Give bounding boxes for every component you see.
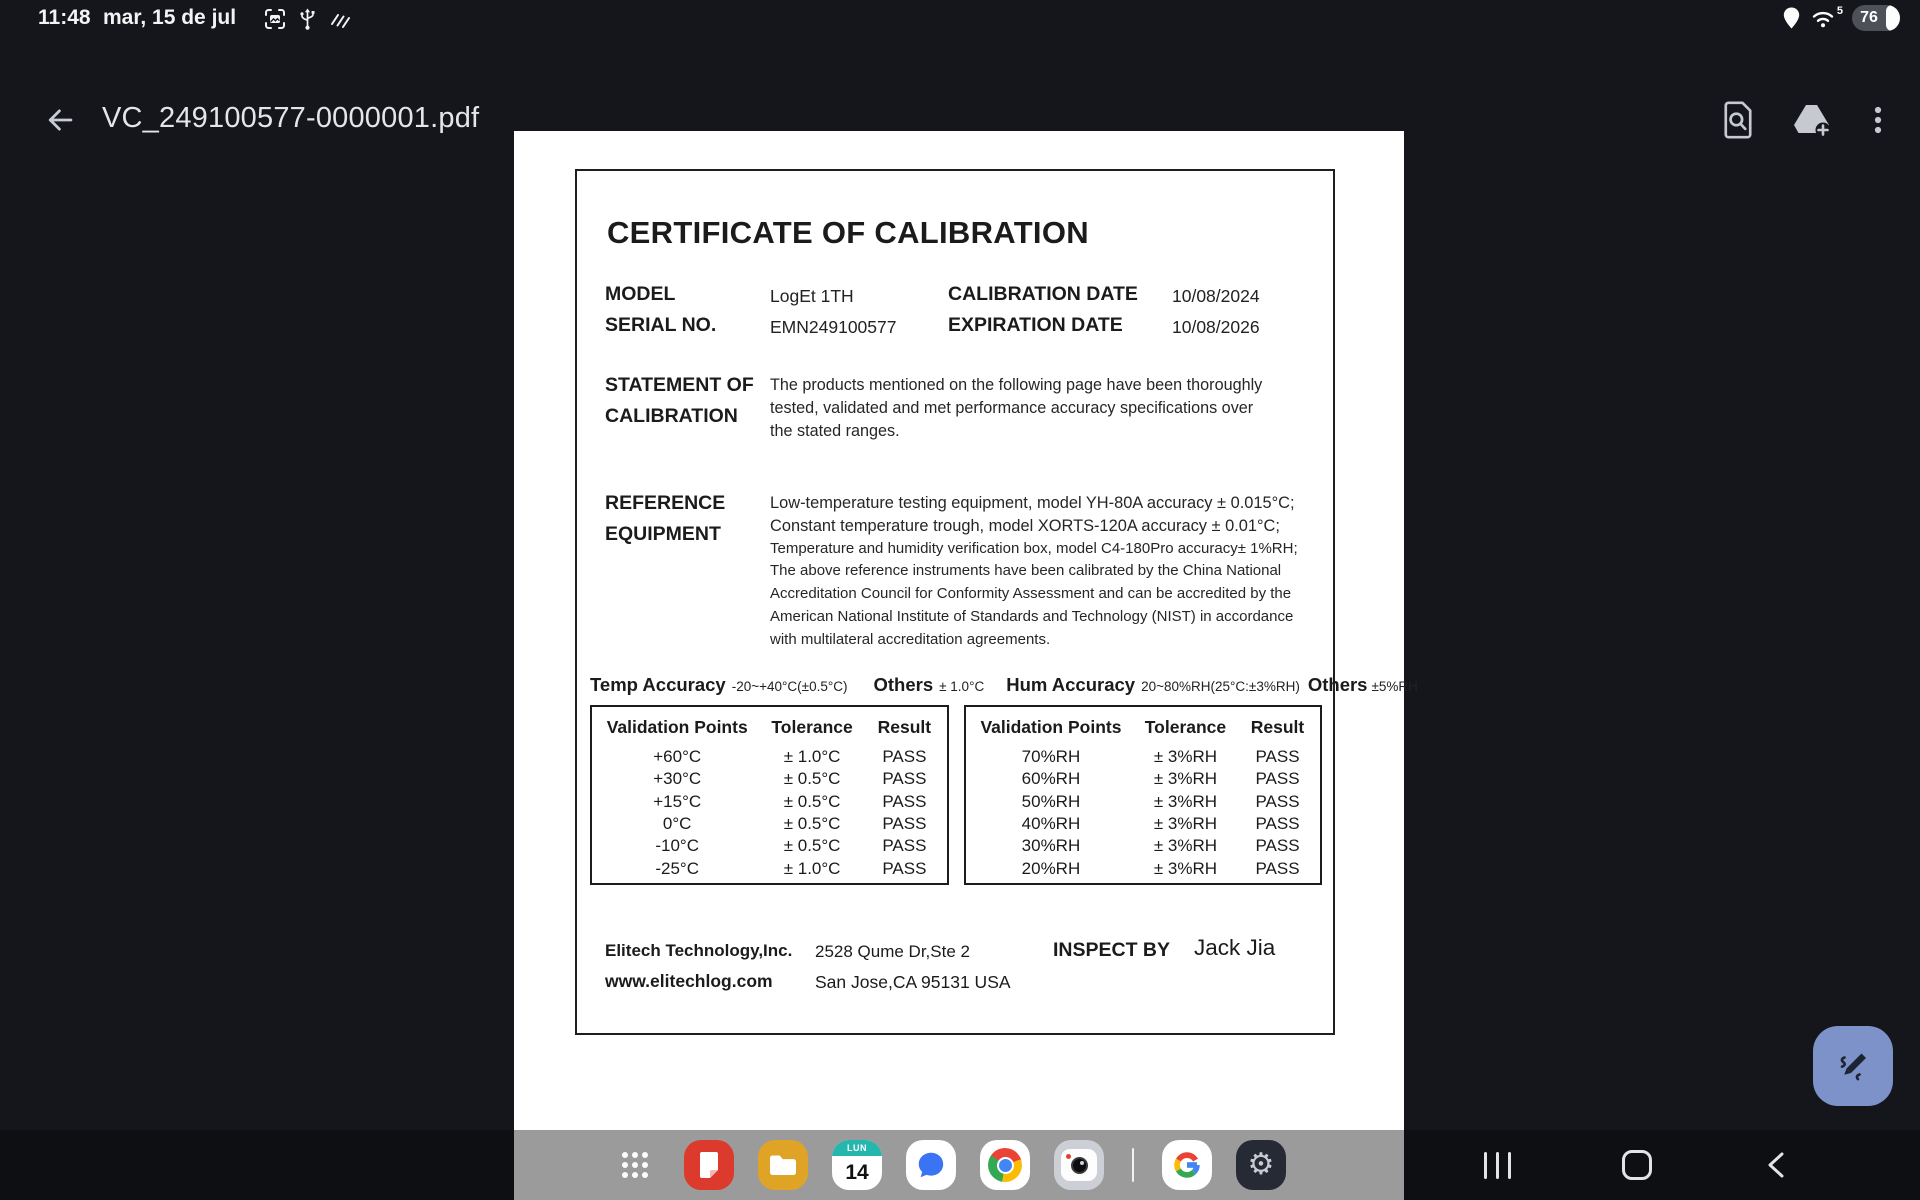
- table-cell: PASS: [1255, 791, 1300, 811]
- table-cell: 20%RH: [1021, 858, 1081, 878]
- table-cell: ± 3%RH: [1153, 814, 1218, 834]
- table-cell: ± 1.0°C: [783, 747, 841, 767]
- calibration-date-value: 10/08/2024: [1172, 286, 1260, 306]
- serial-label: SERIAL NO.: [605, 314, 717, 336]
- reference-text: [770, 492, 1298, 652]
- address-line1: 2528 Qume Dr,Ste 2: [815, 942, 970, 961]
- accuracy-summary-row: [590, 674, 1418, 696]
- statement-text: [770, 374, 1262, 443]
- google-app-icon[interactable]: [1162, 1140, 1212, 1190]
- table-cell: 30%RH: [1021, 836, 1081, 856]
- table-cell: PASS: [1255, 836, 1300, 856]
- table-cell: ± 3%RH: [1153, 791, 1218, 811]
- table-cell: +30°C: [653, 769, 702, 789]
- apps-grid-button[interactable]: [610, 1140, 660, 1190]
- table-cell: ± 3%RH: [1153, 769, 1218, 789]
- table-row: [592, 791, 947, 813]
- temp-accuracy-label: Temp Accuracy: [590, 674, 726, 695]
- location-icon: [1782, 6, 1801, 30]
- save-to-drive-button[interactable]: [1790, 98, 1834, 142]
- table-header-row: [966, 717, 1320, 738]
- table-cell: ± 0.5°C: [783, 836, 841, 856]
- clock: 11:48: [38, 6, 91, 29]
- calendar-day: 14: [845, 1161, 869, 1184]
- paragraph-line: American National Institute of Standards and Technology (NIST) in accordance: [770, 607, 1294, 625]
- notes-app-icon[interactable]: [684, 1140, 734, 1190]
- table-cell: PASS: [1255, 814, 1300, 834]
- table-row: [966, 857, 1320, 879]
- wifi-icon: [1810, 7, 1843, 29]
- statement-label-line2: CALIBRATION: [605, 405, 738, 427]
- dock: [610, 1130, 1286, 1200]
- paragraph-line: The products mentioned on the following page have been thoroughly: [770, 376, 1263, 394]
- paragraph-line: tested, validated and met performance accuracy specifications over: [770, 399, 1254, 417]
- home-icon: [1622, 1150, 1652, 1180]
- table-header-row: [592, 717, 947, 738]
- table-header-cell: Validation Points: [980, 717, 1122, 737]
- reference-label-line2: EQUIPMENT: [605, 523, 721, 545]
- temp-others-label: Others: [873, 674, 934, 695]
- recents-icon: [1484, 1152, 1511, 1179]
- calendar-app-icon[interactable]: [832, 1140, 882, 1190]
- table-cell: PASS: [882, 791, 927, 811]
- model-value: LogEt 1TH: [770, 286, 854, 306]
- table-cell: 0°C: [662, 814, 692, 834]
- google-g-logo: [1170, 1148, 1204, 1182]
- inspect-by-label: INSPECT BY: [1053, 939, 1171, 961]
- status-left-icons: [264, 7, 351, 31]
- table-header-cell: Validation Points: [606, 717, 748, 737]
- table-cell: PASS: [1255, 747, 1300, 767]
- app-bar: [0, 36, 1920, 134]
- hum-others-spec: ±5%RH: [1371, 679, 1418, 694]
- table-cell: PASS: [882, 858, 927, 878]
- inspector-name: Jack Jia: [1194, 935, 1276, 960]
- find-in-document-icon: [1719, 100, 1757, 140]
- chrome-app-icon[interactable]: [980, 1140, 1030, 1190]
- overflow-menu-button[interactable]: [1856, 98, 1900, 142]
- back-chevron-icon: [1763, 1149, 1789, 1181]
- camera-flash-dot: [1066, 1154, 1071, 1159]
- more-vertical-icon: [1860, 102, 1896, 138]
- my-files-app-icon[interactable]: [758, 1140, 808, 1190]
- table-cell: -25°C: [655, 858, 700, 878]
- hum-accuracy-spec: 20~80%RH(25°C:±3%RH): [1141, 679, 1300, 694]
- nav-recents-button[interactable]: [1469, 1130, 1525, 1200]
- table-cell: +15°C: [653, 791, 702, 811]
- gear-icon: ⚙: [1247, 1148, 1275, 1181]
- dock-divider: [1132, 1148, 1134, 1182]
- back-button[interactable]: [40, 100, 80, 140]
- find-in-document-button[interactable]: [1716, 98, 1760, 142]
- table-cell: -10°C: [655, 836, 700, 856]
- company-name: Elitech Technology,Inc.: [605, 941, 793, 960]
- annotate-fab[interactable]: [1813, 1026, 1893, 1106]
- paragraph-line: with multilateral accreditation agreements.: [770, 630, 1051, 648]
- table-cell: PASS: [882, 836, 927, 856]
- battery-indicator: [1852, 5, 1900, 31]
- screenshot-icon: [264, 8, 286, 30]
- table-cell: ± 0.5°C: [783, 791, 841, 811]
- table-cell: 70%RH: [1021, 747, 1081, 767]
- taskbar: [0, 1130, 1920, 1200]
- apps-grid-icon: [622, 1152, 648, 1178]
- table-cell: PASS: [882, 769, 927, 789]
- table-cell: ± 3%RH: [1153, 747, 1218, 767]
- camera-body: [1061, 1149, 1097, 1181]
- hum-others-label: Others: [1307, 674, 1368, 695]
- paragraph-line: The above reference instruments have been calibrated by the China National: [770, 562, 1282, 580]
- status-right-icons: [1782, 5, 1900, 31]
- wifi-generation-label: 5: [1836, 5, 1843, 17]
- hum-accuracy-label: Hum Accuracy: [1006, 674, 1136, 695]
- table-cell: PASS: [1255, 769, 1300, 789]
- table-row: [966, 813, 1320, 835]
- pdf-page[interactable]: [514, 131, 1418, 1130]
- arrow-left-icon: [43, 103, 77, 137]
- table-row: [592, 835, 947, 857]
- messages-app-icon[interactable]: [906, 1140, 956, 1190]
- table-row: [592, 857, 947, 879]
- company-website: www.elitechlog.com: [605, 971, 773, 991]
- drive-add-icon: [1792, 102, 1832, 138]
- table-cell: ± 1.0°C: [783, 858, 841, 878]
- battery-percent: 76: [1860, 9, 1878, 26]
- temp-others-spec: ± 1.0°C: [939, 679, 985, 694]
- paragraph-line: the stated ranges.: [770, 422, 900, 440]
- table-row: [592, 813, 947, 835]
- table-cell: 50%RH: [1021, 791, 1081, 811]
- temp-accuracy-spec: -20~+40°C(±0.5°C): [731, 679, 848, 694]
- nav-back-button[interactable]: [1748, 1130, 1804, 1200]
- table-cell: +60°C: [653, 747, 702, 767]
- table-cell: ± 0.5°C: [783, 769, 841, 789]
- address-line2: San Jose,CA 95131 USA: [815, 972, 1011, 992]
- table-cell: PASS: [882, 814, 927, 834]
- table-cell: ± 3%RH: [1153, 858, 1218, 878]
- camera-app-icon[interactable]: [1054, 1140, 1104, 1190]
- table-cell: PASS: [882, 747, 927, 767]
- serial-value: EMN249100577: [770, 317, 897, 337]
- battery-fill: [1886, 5, 1900, 31]
- calendar-weekday: LUN: [832, 1140, 882, 1156]
- chrome-logo: [988, 1148, 1022, 1182]
- nav-home-button[interactable]: [1609, 1130, 1665, 1200]
- certificate-title: CERTIFICATE OF CALIBRATION: [607, 215, 1089, 250]
- camera-lens: [1071, 1157, 1088, 1174]
- expiration-date-value: 10/08/2026: [1172, 317, 1260, 337]
- usb-icon: [299, 7, 316, 31]
- status-bar: [0, 0, 1920, 36]
- table-row: [592, 746, 947, 768]
- table-header-cell: Tolerance: [1144, 717, 1227, 737]
- table-header-cell: Result: [1250, 717, 1305, 737]
- table-row: [966, 835, 1320, 857]
- statement-label-line1: STATEMENT OF: [605, 374, 754, 396]
- table-header-cell: Tolerance: [771, 717, 853, 737]
- calibration-date-label: CALIBRATION DATE: [948, 283, 1138, 305]
- table-cell: 40%RH: [1021, 814, 1081, 834]
- table-row: [966, 768, 1320, 790]
- model-label: MODEL: [605, 283, 676, 305]
- hum-validation-table: [964, 705, 1322, 885]
- table-cell: PASS: [1255, 858, 1300, 878]
- status-date: mar, 15 de jul: [103, 6, 237, 29]
- table-cell: 60%RH: [1021, 769, 1081, 789]
- table-cell: ± 3%RH: [1153, 836, 1218, 856]
- paragraph-line: Low-temperature testing equipment, model YH-80A accuracy ± 0.015°C;: [770, 494, 1295, 512]
- annotate-pen-icon: [1832, 1045, 1874, 1087]
- table-row: [592, 768, 947, 790]
- paragraph-line: Constant temperature trough, model XORTS-120A accuracy ± 0.01°C;: [770, 516, 1280, 535]
- table-cell: ± 0.5°C: [783, 814, 841, 834]
- table-header-cell: Result: [877, 717, 932, 737]
- temp-validation-table: [590, 705, 949, 885]
- paragraph-line: Accreditation Council for Conformity Assessment and can be accredited by the: [770, 585, 1292, 603]
- reference-label-line1: REFERENCE: [605, 492, 726, 514]
- table-row: [966, 746, 1320, 768]
- paragraph-line: Temperature and humidity verification box, model C4-180Pro accuracy± 1%RH;: [770, 539, 1298, 557]
- hatch-icon: [329, 9, 351, 29]
- table-row: [966, 791, 1320, 813]
- file-title: VC_249100577-0000001.pdf: [102, 102, 480, 134]
- expiration-date-label: EXPIRATION DATE: [948, 314, 1123, 336]
- settings-app-icon[interactable]: [1236, 1140, 1286, 1190]
